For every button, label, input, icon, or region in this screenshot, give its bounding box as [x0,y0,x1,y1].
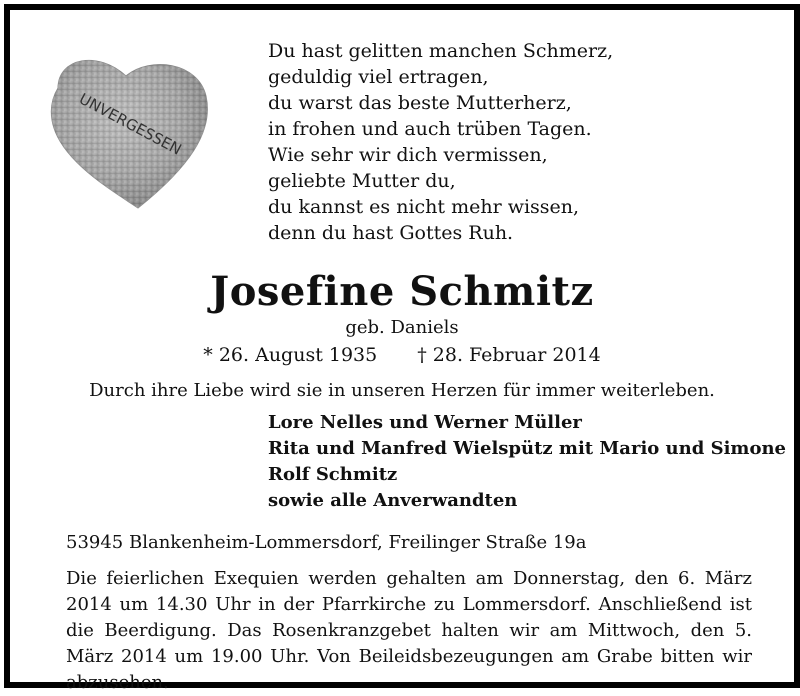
poem-line: in frohen und auch trüben Tagen. [268,118,592,140]
stone-heart-image [38,48,218,220]
poem-line: Wie sehr wir dich vermissen, [268,144,548,166]
poem-line: Du hast gelitten manchen Schmerz, [268,40,614,62]
mourner-line: sowie alle Anverwandten [268,490,518,511]
obituary-frame [4,4,800,693]
poem-line: du kannst es nicht mehr wissen, [268,196,580,218]
life-dates [10,342,794,368]
death-date: † 28. Februar 2014 [417,344,601,366]
mourners-list [268,410,786,514]
birth-name: geb. Daniels [345,317,459,338]
mourner-line: Rolf Schmitz [268,464,398,485]
funeral-notice: Die feierlichen Exequien werden gehalten am Donnerstag, den 6. März 2014 um 14.30 Uhr in der Pfarrkirche zu Lommersdorf. Anschließend ist die Beerdigung. Das Rosenkranzgebet halten wir am Mittwoch, den 5. März 2014 um 19.00 Uhr. Von Beileidsbezeugungen am Grabe bitten wir abzusehen. [66,568,752,693]
poem-line: du warst das beste Mutterherz, [268,92,572,114]
heart-engraving: UNVERGESSEN [76,89,185,159]
poem-line: geliebte Mutter du, [268,170,456,192]
mourner-line: Rita und Manfred Wielspütz mit Mario und Simone [268,438,787,459]
birth-date: * 26. August 1935 [203,344,378,366]
address: 53945 Blankenheim-Lommersdorf, Freilinger Straße 19a [66,532,587,553]
mourner-line: Lore Nelles und Werner Müller [268,412,582,433]
poem-line: geduldig viel ertragen, [268,66,489,88]
deceased-name: Josefine Schmitz [210,268,594,315]
poem-line: denn du hast Gottes Ruh. [268,222,514,244]
memorial-motto: Durch ihre Liebe wird sie in unseren Herzen für immer weiterleben. [89,380,715,401]
poem [268,38,613,246]
